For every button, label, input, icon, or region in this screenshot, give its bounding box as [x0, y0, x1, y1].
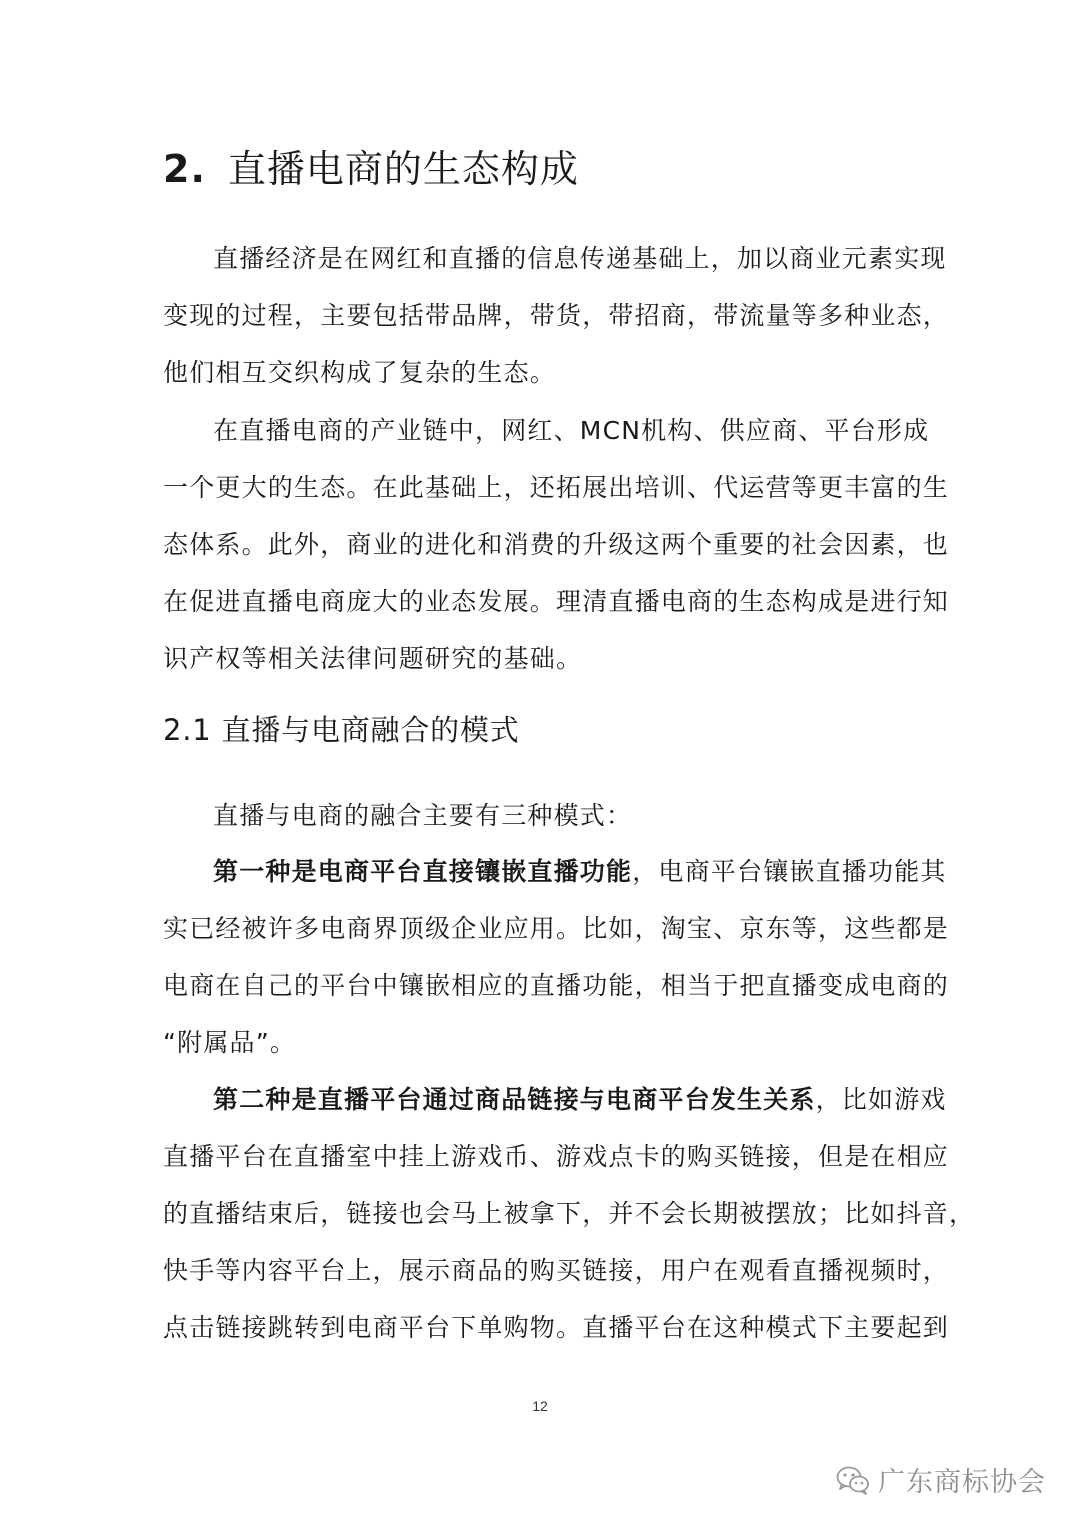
mode-one-paragraph	[163, 843, 950, 1071]
text-line: 电商在自己的平台中镶嵌相应的直播功能，相当于把直播变成电商的	[163, 971, 950, 1000]
text-line: 直播平台在直播室中挂上游戏币、游戏点卡的购买链接，但是在相应	[163, 1142, 950, 1171]
mode-two-title: 第二种是直播平台通过商品链接与电商平台发生关系	[213, 1085, 816, 1114]
text-line: 态体系。此外，商业的进化和消费的升级这两个重要的社会因素，也	[163, 530, 950, 559]
text-line: 一个更大的生态。在此基础上，还拓展出培训、代运营等更丰富的生	[163, 473, 950, 502]
mode-one-title: 第一种是电商平台直接镶嵌直播功能	[213, 857, 633, 886]
text-line: 点击链接跳转到电商平台下单购物。直播平台在这种模式下主要起到	[163, 1313, 950, 1342]
text-line: “附属品”。	[163, 1028, 297, 1057]
section-intro	[163, 787, 923, 844]
text-line	[163, 1071, 947, 1128]
text-line: 直播经济是在网红和直播的信息传递基础上，加以商业元素实现	[213, 244, 947, 273]
chapter-heading	[163, 138, 579, 193]
text-line: 他们相互交织构成了复杂的生态。	[163, 358, 557, 387]
intro-paragraph-2	[163, 402, 950, 687]
wechat-icon	[836, 1465, 870, 1495]
mode-two-first-line: ，比如游戏	[815, 1085, 947, 1114]
text-line: 变现的过程，主要包括带品牌，带货，带招商，带流量等多种业态，	[163, 301, 950, 330]
intro-paragraph-1	[163, 230, 950, 401]
text-line: 的直播结束后，链接也会马上被拿下，并不会长期被摆放；比如抖音，	[163, 1199, 976, 1228]
chapter-number: 2.	[163, 147, 206, 191]
section-heading: 2.1 直播与电商融合的模式	[163, 713, 520, 747]
page-number: 12	[532, 1398, 548, 1414]
text-line: 实已经被许多电商界顶级企业应用。比如，淘宝、京东等，这些都是	[163, 914, 950, 943]
watermark-text: 广东商标协会	[878, 1467, 1046, 1498]
mode-two-paragraph	[163, 1071, 976, 1356]
text-line: 快手等内容平台上，展示商品的购买链接，用户在观看直播视频时，	[163, 1256, 950, 1285]
chapter-title: 直播电商的生态构成	[227, 147, 579, 191]
mode-one-first-line: ，电商平台镶嵌直播功能其	[632, 857, 947, 886]
text-line: 在促进直播电商庞大的业态发展。理清直播电商的生态构成是进行知	[163, 587, 950, 616]
text-line	[163, 843, 947, 900]
text-line: 识产权等相关法律问题研究的基础。	[163, 644, 583, 673]
text-line: 直播与电商的融合主要有三种模式：	[213, 801, 633, 830]
text-line: 在直播电商的产业链中，网红、MCN机构、供应商、平台形成	[213, 416, 930, 445]
watermark	[836, 1460, 1046, 1499]
